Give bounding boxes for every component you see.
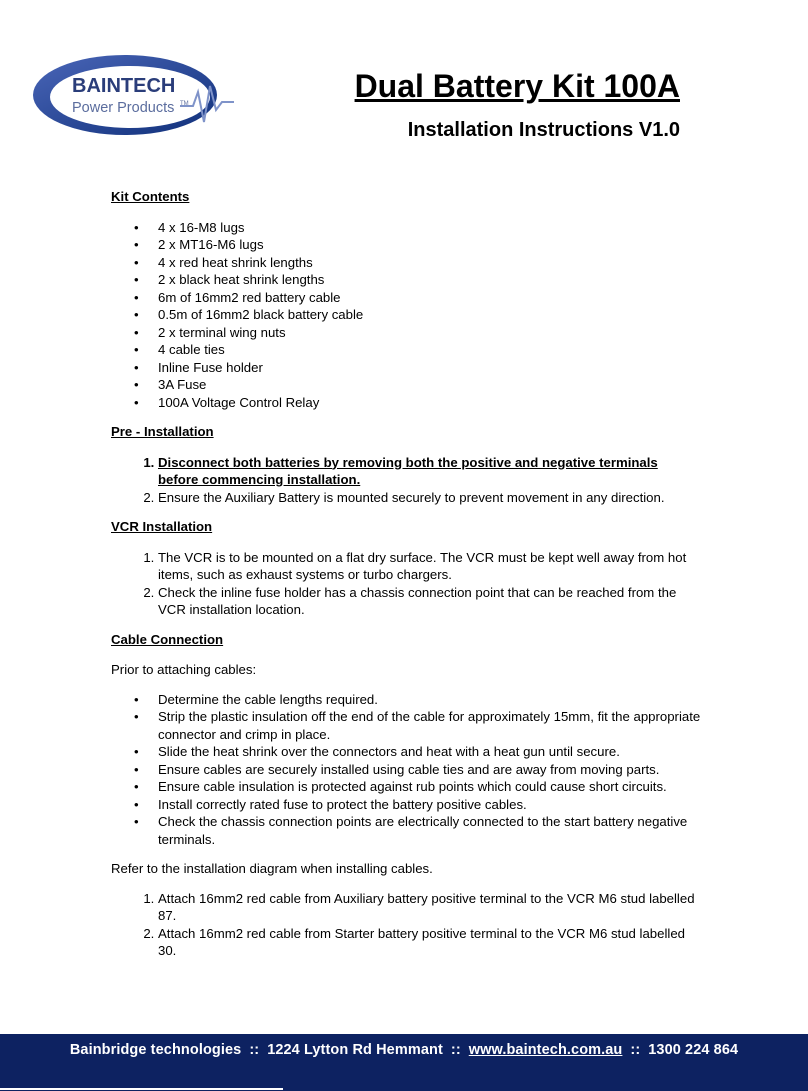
- vcr-installation-steps: [111, 549, 701, 619]
- warning-text: Disconnect both batteries by removing both the positive and negative terminals before commencing installation.: [158, 454, 658, 487]
- footer-website-link[interactable]: www.baintech.com.au: [468, 1042, 623, 1058]
- footer-divider: [0, 1088, 283, 1090]
- footer-bar: [0, 1034, 808, 1091]
- list-item: [158, 454, 701, 489]
- list-item: • 0.5m of 16mm2 black battery cable: [158, 306, 701, 324]
- footer-separator: ::: [630, 1042, 641, 1058]
- footer-address: 1224 Lytton Rd Hemmant: [267, 1042, 443, 1058]
- cable-connection-intro: Prior to attaching cables:: [111, 662, 257, 677]
- list-item: • 4 x red heat shrink lengths: [158, 254, 701, 272]
- cable-connection-heading: Cable Connection: [111, 631, 224, 647]
- list-item: • Install correctly rated fuse to protect the battery positive cables.: [158, 796, 701, 814]
- footer-company: Bainbridge technologies: [69, 1042, 242, 1058]
- list-item: • Check the chassis connection points are electrically connected to the start battery negative terminals.: [158, 813, 701, 848]
- document-subtitle: Installation Instructions V1.0: [407, 119, 680, 141]
- pre-installation-steps: [111, 454, 701, 507]
- logo-tm: TM: [180, 101, 189, 107]
- list-item: • 6m of 16mm2 red battery cable: [158, 289, 701, 307]
- kit-contents-heading: Kit Contents: [111, 189, 190, 204]
- list-item: 2. Attach 16mm2 red cable from Starter battery positive terminal to the VCR M6 stud labelled 30.: [158, 925, 701, 960]
- logo-graphic: [30, 50, 235, 140]
- footer-contact: [0, 1042, 808, 1058]
- footer-separator: ::: [450, 1042, 461, 1058]
- list-item: • Determine the cable lengths required.: [158, 691, 701, 709]
- document-body: [111, 188, 701, 972]
- list-item: • 2 x black heat shrink lengths: [158, 271, 701, 289]
- list-item: • 4 x 16-M8 lugs: [158, 219, 701, 237]
- list-item: • 3A Fuse: [158, 376, 701, 394]
- list-item: 1. Attach 16mm2 red cable from Auxiliary battery positive terminal to the VCR M6 stud labelled 87.: [158, 890, 701, 925]
- list-item: 2. Ensure the Auxiliary Battery is mounted securely to prevent movement in any direction.: [158, 489, 701, 507]
- logo-sub: Power Products: [72, 100, 175, 116]
- vcr-installation-heading: VCR Installation: [111, 519, 213, 534]
- list-item: • 2 x MT16-M6 lugs: [158, 236, 701, 254]
- baintech-logo: [30, 50, 235, 140]
- list-item: • Strip the plastic insulation off the end of the cable for approximately 15mm, fit the appropriate connector and crimp in place.: [158, 708, 701, 743]
- list-item: • Slide the heat shrink over the connectors and heat with a heat gun until secure.: [158, 743, 701, 761]
- list-item: 2. Check the inline fuse holder has a chassis connection point that can be reached from the VCR installation location.: [158, 584, 701, 619]
- list-item: • 2 x terminal wing nuts: [158, 324, 701, 342]
- logo-name: BAINTECH: [72, 75, 176, 97]
- list-item: • 4 cable ties: [158, 341, 701, 359]
- cable-connection-steps: [111, 890, 701, 960]
- list-item: • Ensure cable insulation is protected against rub points which could cause short circuits.: [158, 778, 701, 796]
- document-title: Dual Battery Kit 100A: [354, 68, 680, 104]
- pre-installation-heading: Pre - Installation: [111, 424, 214, 439]
- kit-contents-list: [111, 219, 701, 412]
- list-item: • Inline Fuse holder: [158, 359, 701, 377]
- footer-separator: ::: [249, 1042, 260, 1058]
- cable-connection-list: [111, 691, 701, 849]
- list-item: 1. The VCR is to be mounted on a flat dry surface. The VCR must be kept well away from hot items, such as exhaust systems or turbo chargers.: [158, 549, 701, 584]
- list-item: • Ensure cables are securely installed using cable ties and are away from moving parts.: [158, 761, 701, 779]
- list-item: • 100A Voltage Control Relay: [158, 394, 701, 412]
- footer-phone: 1300 224 864: [648, 1042, 739, 1058]
- diagram-reference: Refer to the installation diagram when installing cables.: [111, 861, 433, 876]
